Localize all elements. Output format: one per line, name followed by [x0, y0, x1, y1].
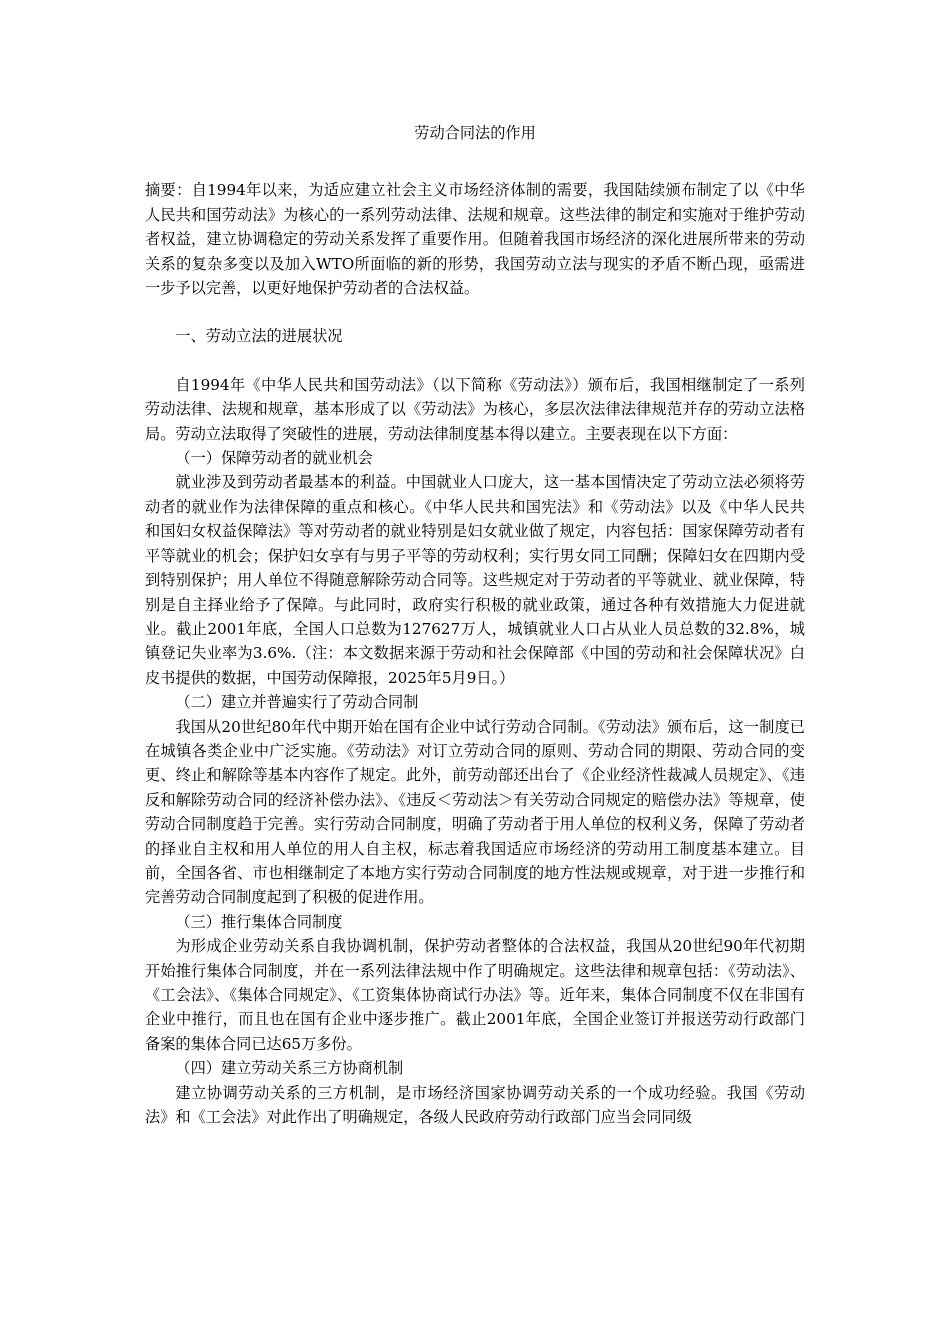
- subsection-heading: （二）建立并普遍实行了劳动合同制: [175, 693, 419, 712]
- subsection-heading: （三）推行集体合同制度: [175, 912, 343, 931]
- document-body: [145, 121, 805, 1129]
- section-heading: 一、劳动立法的进展状况: [175, 327, 343, 346]
- body-paragraph: 建立协调劳动关系的三方机制，是市场经济国家协调劳动关系的一个成功经验。我国《劳动法》和《工会法》对此作出了明确规定，各级人民政府劳动行政部门应当会同同级: [145, 1083, 805, 1127]
- section-intro-paragraph: 自1994年《中华人民共和国劳动法》（以下简称《劳动法》）颁布后，我国相继制定了一系列劳动法律、法规和规章，基本形成了以《劳动法》为核心，多层次法律法律规范并存的劳动立法格局。劳动立法取得了突破性的进展，劳动法律制度基本得以建立。主要表现在以下方面：: [145, 375, 805, 443]
- subsection-heading: （四）建立劳动关系三方协商机制: [175, 1059, 404, 1078]
- body-paragraph: 就业涉及到劳动者最基本的利益。中国就业人口庞大，这一基本国情决定了劳动立法必须将劳动者的就业作为法律保障的重点和核心。《中华人民共和国宪法》和《劳动法》以及《中华人民共和国妇女权益保障法》等对劳动者的就业特别是妇女就业做了规定，内容包括：国家保障劳动者有平等就业的机会；保护妇女享有与男子平等的劳动权利；实行男女同工同酬；保障妇女在四期内受到特别保护；用人单位不得随意解除劳动合同等。这些规定对于劳动者的平等就业、就业保障，特别是自主择业给予了保障。与此同时，政府实行积极的就业政策，通过各种有效措施大力促进就业。截止2001年底，全国人口总数为127627万人，城镇就业人口占从业人员总数的32.8%，城镇登记失业率为3.6%.（注：本文数据来源于劳动和社会保障部《中国的劳动和社会保障状况》白皮书提供的数据，中国劳动保障报，2025年5月9日。）: [145, 473, 805, 687]
- body-paragraph: 为形成企业劳动关系自我协调机制，保护劳动者整体的合法权益，我国从20世纪90年代初期开始推行集体合同制度，并在一系列法律法规中作了明确规定。这些法律和规章包括：《劳动法》、《工会法》、《集体合同规定》、《工资集体协商试行办法》等。近年来，集体合同制度不仅在非国有企业中推行，而且也在国有企业中逐步推广。截止2001年底，全国企业签订并报送劳动行政部门备案的集体合同已达65万多份。: [145, 937, 805, 1053]
- abstract-paragraph: 摘要：自1994年以来，为适应建立社会主义市场经济体制的需要，我国陆续颁布制定了以《中华人民共和国劳动法》为核心的一系列劳动法律、法规和规章。这些法律的制定和实施对于维护劳动者权益，建立协调稳定的劳动关系发挥了重要作用。但随着我国市场经济的深化进展所带来的劳动关系的复杂多变以及加入WTO所面临的新的形势，我国劳动立法与现实的矛盾不断凸现，亟需进一步予以完善，以更好地保护劳动者的合法权益。: [145, 181, 805, 298]
- subsection-heading: （一）保障劳动者的就业机会: [175, 449, 373, 468]
- document-title: 劳动合同法的作用: [414, 124, 536, 142]
- body-paragraph: 我国从20世纪80年代中期开始在国有企业中试行劳动合同制。《劳动法》颁布后，这一制度已在城镇各类企业中广泛实施。《劳动法》对订立劳动合同的原则、劳动合同的期限、劳动合同的变更、终止和解除等基本内容作了规定。此外，前劳动部还出台了《企业经济性裁减人员规定》、《违反和解除劳动合同的经济补偿办法》、《违反＜劳动法＞有关劳动合同规定的赔偿办法》等规章，使劳动合同制度趋于完善。实行劳动合同制度，明确了劳动者于用人单位的权利义务，保障了劳动者的择业自主权和用人单位的用人自主权，标志着我国适应市场经济的劳动用工制度基本建立。目前，全国各省、市也相继制定了本地方实行劳动合同制度的地方性法规或规章，对于进一步推行和完善劳动合同制度起到了积极的促进作用。: [145, 717, 805, 907]
